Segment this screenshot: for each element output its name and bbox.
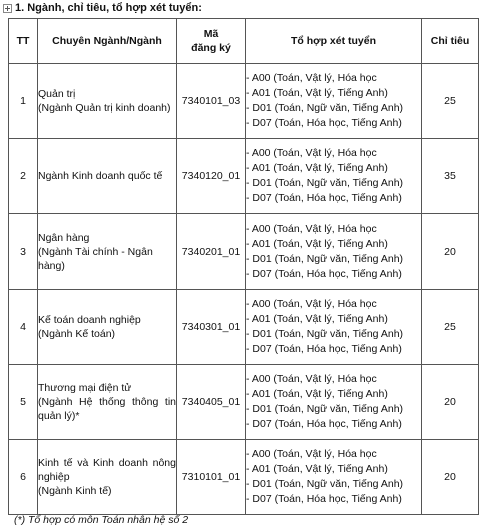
footnote: (*) Tổ hợp có môn Toán nhân hệ số 2 [14, 514, 189, 526]
major-line: Ngân hàng [38, 231, 90, 244]
registration-code: 7340405_01 [177, 365, 246, 440]
combo-line: - D07 (Toán, Hóa học, Tiếng Anh) [246, 117, 402, 129]
combo-line: - D01 (Toán, Ngữ văn, Tiếng Anh) [246, 252, 404, 265]
combo-line: - D01 (Toán, Ngữ văn, Tiếng Anh) [246, 177, 404, 189]
combo-line: - A00 (Toán, Vật lý, Hóa học [246, 298, 377, 310]
quota: 20 [422, 365, 479, 440]
quota: 35 [422, 139, 479, 214]
expand-plus-icon[interactable] [3, 4, 12, 13]
registration-code: 7340201_01 [177, 214, 246, 290]
major-line: Kế toán doanh nghiệp [38, 314, 141, 326]
table-row [9, 64, 479, 139]
section-heading [3, 1, 202, 15]
admissions-table [8, 18, 479, 515]
header-tt: TT [9, 19, 38, 64]
registration-code: 7340301_01 [177, 290, 246, 365]
major-line: Thương mại điện tử [38, 382, 132, 394]
major-line: nghiệp [38, 471, 70, 483]
combo-line: - A00 (Toán, Vật lý, Hóa học [246, 72, 377, 84]
combo-line: - A01 (Toán, Vật lý, Tiếng Anh) [246, 388, 388, 400]
major-line: (Ngành Quản trị kinh doanh) [38, 102, 171, 114]
major-line: quản lý)* [38, 410, 80, 422]
registration-code: 7310101_01 [177, 440, 246, 515]
combo-line: - D07 (Toán, Hóa học, Tiếng Anh) [246, 493, 402, 505]
combo-line: - A01 (Toán, Vật lý, Tiếng Anh) [246, 237, 388, 250]
major-cell [38, 139, 177, 214]
major-cell [38, 290, 177, 365]
subject-combinations [246, 365, 422, 440]
major-line: Kinh tế và Kinh doanh nông [38, 457, 176, 469]
table-row [9, 139, 479, 214]
quota: 20 [422, 214, 479, 290]
registration-code: 7340120_01 [177, 139, 246, 214]
combo-line: - A01 (Toán, Vật lý, Tiếng Anh) [246, 463, 388, 475]
combo-line: - D07 (Toán, Hóa học, Tiếng Anh) [246, 343, 402, 355]
header-code [177, 19, 246, 64]
header-quota: Chỉ tiêu [422, 19, 479, 64]
registration-code: 7340101_03 [177, 64, 246, 139]
combo-line: - D01 (Toán, Ngữ văn, Tiếng Anh) [246, 403, 404, 415]
subject-combinations [246, 290, 422, 365]
quota: 25 [422, 290, 479, 365]
row-number: 5 [9, 365, 38, 440]
quota: 25 [422, 64, 479, 139]
subject-combinations [246, 440, 422, 515]
combo-line: - A01 (Toán, Vật lý, Tiếng Anh) [246, 162, 388, 174]
table-row [9, 440, 479, 515]
combo-line: - D01 (Toán, Ngữ văn, Tiếng Anh) [246, 478, 404, 490]
header-code-line2: đăng ký [191, 42, 231, 54]
major-line: Ngành Kinh doanh quốc tế [38, 170, 163, 182]
section-title: 1. Ngành, chỉ tiêu, tổ hợp xét tuyển: [15, 2, 202, 14]
header-combo: Tổ hợp xét tuyển [246, 19, 422, 64]
combo-line: - A01 (Toán, Vật lý, Tiếng Anh) [246, 313, 388, 325]
row-number: 4 [9, 290, 38, 365]
combo-line: - A01 (Toán, Vật lý, Tiếng Anh) [246, 87, 388, 99]
table-row [9, 365, 479, 440]
combo-line: - D01 (Toán, Ngữ văn, Tiếng Anh) [246, 328, 404, 340]
table-row [9, 290, 479, 365]
subject-combinations [246, 139, 422, 214]
row-number: 6 [9, 440, 38, 515]
header-code-line1: Mã [203, 28, 219, 40]
subject-combinations [246, 64, 422, 139]
major-cell [38, 440, 177, 515]
table-row [9, 214, 479, 290]
combo-line: - A00 (Toán, Vật lý, Hóa học [246, 373, 377, 385]
row-number: 3 [9, 214, 38, 290]
combo-line: - D01 (Toán, Ngữ văn, Tiếng Anh) [246, 102, 404, 114]
quota: 20 [422, 440, 479, 515]
combo-line: - A00 (Toán, Vật lý, Hóa học [246, 147, 377, 159]
header-major: Chuyên Ngành/Ngành [38, 19, 177, 64]
combo-line: - D07 (Toán, Hóa học, Tiếng Anh) [246, 418, 402, 430]
major-line: Quản trị [38, 88, 76, 100]
combo-line: - D07 (Toán, Hóa học, Tiếng Anh) [246, 192, 402, 204]
combo-line: - A00 (Toán, Vật lý, Hóa học [246, 222, 377, 235]
major-line: (Ngành Kinh tế) [38, 485, 112, 497]
major-cell [38, 64, 177, 139]
major-line: (Ngành Kế toán) [38, 328, 116, 340]
combo-line: - A00 (Toán, Vật lý, Hóa học [246, 448, 377, 460]
subject-combinations [246, 214, 422, 290]
major-line: (Ngành Hệ thống thông tin [38, 396, 176, 408]
major-line: (Ngành Tài chính - Ngân hàng) [38, 245, 153, 272]
table-header-row [9, 19, 479, 64]
major-cell [38, 365, 177, 440]
row-number: 1 [9, 64, 38, 139]
row-number: 2 [9, 139, 38, 214]
major-cell [38, 214, 177, 290]
combo-line: - D07 (Toán, Hóa học, Tiếng Anh) [246, 267, 402, 280]
